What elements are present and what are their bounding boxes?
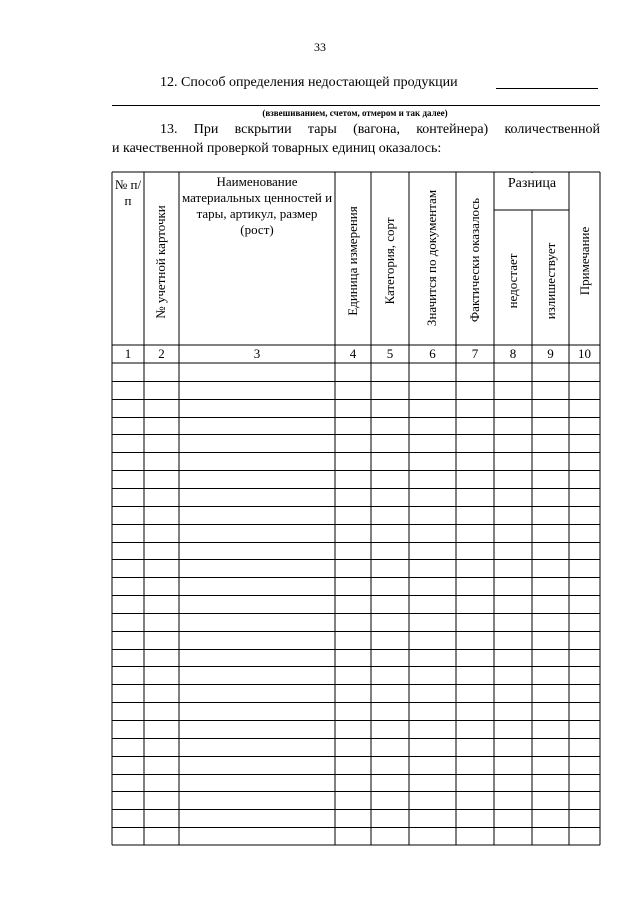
header-surplus: излишествует <box>543 242 558 320</box>
header-difference: Разница <box>507 176 557 191</box>
header-shortage: недостает <box>505 253 520 309</box>
header-item-name: Наименование материальных ценностей и тары, артикул, размер (рост) <box>181 174 333 237</box>
column-number: 6 <box>429 346 436 361</box>
header-documented: Значится по документам <box>424 189 439 327</box>
page-number: 33 <box>314 40 326 54</box>
header-row-number: № п/п <box>114 177 142 208</box>
column-number: 2 <box>158 346 165 361</box>
column-number: 5 <box>386 346 394 361</box>
column-number: 9 <box>547 346 554 361</box>
column-number: 10 <box>578 346 591 361</box>
section-13-line-1: 13. При вскрытии тары (вагона, контейнера) количественной <box>160 122 600 137</box>
header-unit: Единица измерения <box>345 206 360 316</box>
header-card-number: № учетной карточки <box>153 205 168 319</box>
column-number: 4 <box>349 346 357 361</box>
header-note: Примечание <box>577 226 592 296</box>
column-number: 1 <box>124 346 132 361</box>
column-number: 8 <box>509 346 517 361</box>
column-number: 3 <box>253 346 261 361</box>
section-12-label: 12. Способ определения недостающей продукции <box>160 75 458 90</box>
header-actual: Фактически оказалось <box>467 197 482 323</box>
section-13-line-2: и качественной проверкой товарных единиц оказалось: <box>112 141 442 156</box>
section-12-hint: (взвешиванием, счетом, отмером и так далее) <box>262 108 448 118</box>
column-number: 7 <box>471 346 479 361</box>
header-category: Категория, сорт <box>382 217 397 305</box>
